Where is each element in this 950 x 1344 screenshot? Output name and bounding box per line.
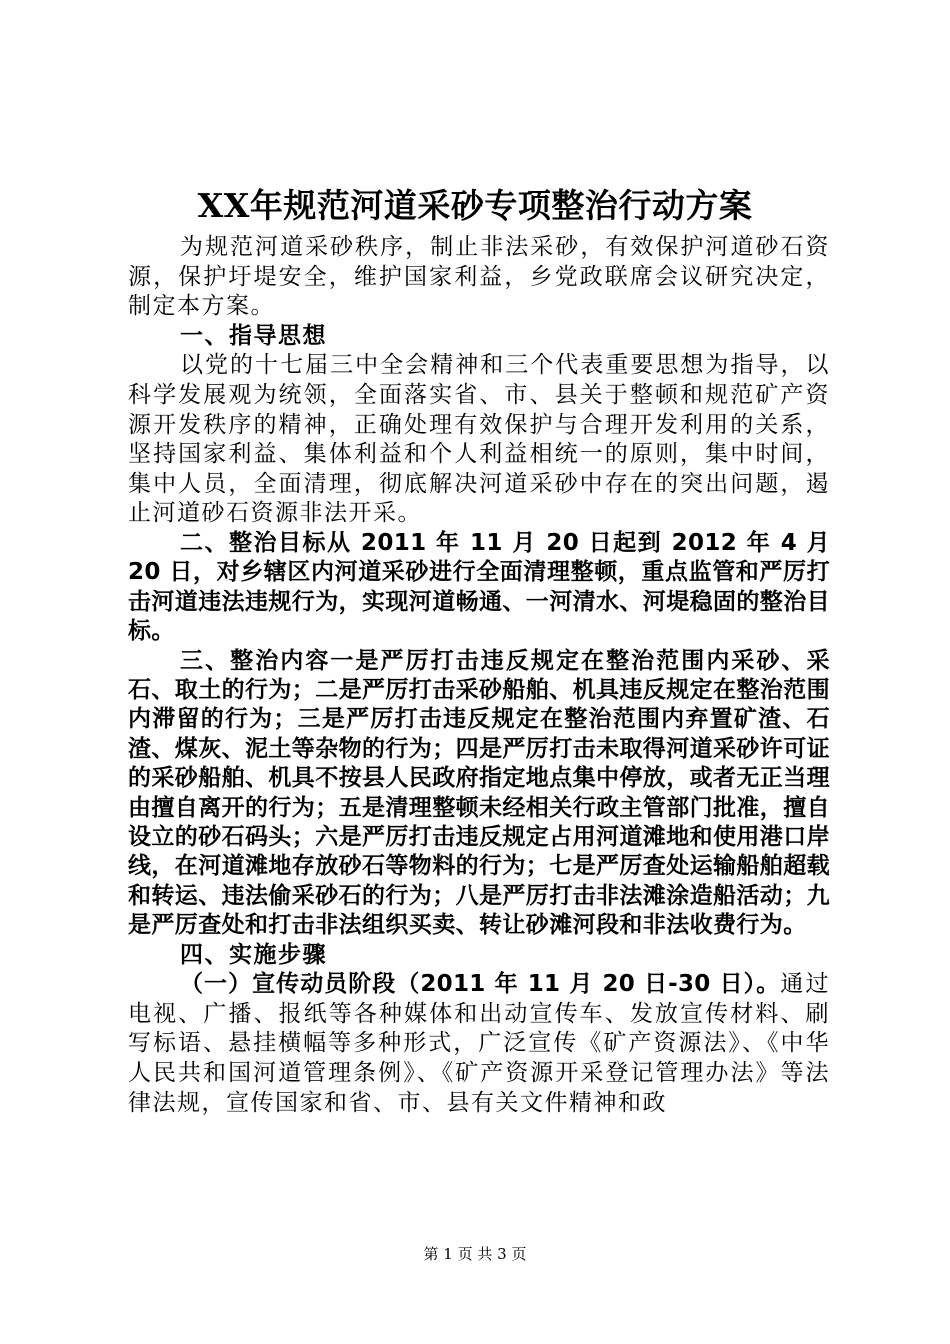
section-rectification-goal: 二、整治目标从 2011 年 11 月 20 日起到 2012 年 4 月 20 日，对乡辖区内河道采砂进行全面清理整顿，重点监管和严厉打击河道违法违规行为，实现河道畅通、一河清水、河堤稳固的整治目标。 <box>128 529 830 645</box>
guiding-ideology-paragraph: 以党的十七届三中全会精神和三个代表重要思想为指导，以科学发展观为统领，全面落实省、市、县关于整顿和规范矿产资源开发秩序的精神，正确处理有效保护与合理开发利用的关系，坚持国家利益、集体利益和个人利益相统一的原则，集中时间，集中人员，全面清理，彻底解决河道采砂中存在的突出问题，遏止河道砂石资源非法开采。 <box>128 352 830 527</box>
document-body <box>128 233 830 1118</box>
step-publicity-paragraph <box>128 970 830 1118</box>
page-footer: 第 1 页 共 3 页 <box>423 1245 527 1263</box>
section-heading-guiding-ideology: 一、指导思想 <box>180 322 327 349</box>
intro-paragraph: 为规范河道采砂秩序，制止非法采砂，有效保护河道砂石资源，保护圩堤安全，维护国家利益，乡党政联席会议研究决定，制定本方案。 <box>128 234 830 320</box>
step-publicity-body: 通过电视、广播、报纸等各种媒体和出动宣传车、发放宣传材料、刷写标语、悬挂横幅等多种形式，广泛宣传《矿产资源法》、《中华人民共和国河道管理条例》、《矿产资源开采登记管理办法》等法律法规，宣传国家和省、市、县有关文件精神和政 <box>128 971 831 1116</box>
section-heading-implementation-steps: 四、实施步骤 <box>180 941 327 968</box>
step-publicity-heading: （一）宣传动员阶段（2011 年 11 月 20 日-30 日）。 <box>180 971 781 998</box>
section-rectification-content: 三、整治内容一是严厉打击违反规定在整治范围内采砂、采石、取土的行为；二是严厉打击采砂船舶、机具违反规定在整治范围内滞留的行为；三是严厉打击违反规定在整治范围内弃置矿渣、石渣、煤灰、泥土等杂物的行为；四是严厉打击未取得河道采砂许可证的采砂船舶、机具不按县人民政府指定地点集中停放，或者无正当理由擅自离开的行为；五是清理整顿未经相关行政主管部门批准，擅自设立的砂石码头；六是严厉打击违反规定占用河道滩地和使用港口岸线，在河道滩地存放砂石等物料的行为；七是严厉查处运输船舶超载和转运、违法偷采砂石的行为；八是严厉打击非法滩涂造船活动；九是严厉查处和打击非法组织买卖、转让砂滩河段和非法收费行为。 <box>128 647 830 939</box>
document-title: XX年规范河道采砂专项整治行动方案 <box>197 186 753 225</box>
